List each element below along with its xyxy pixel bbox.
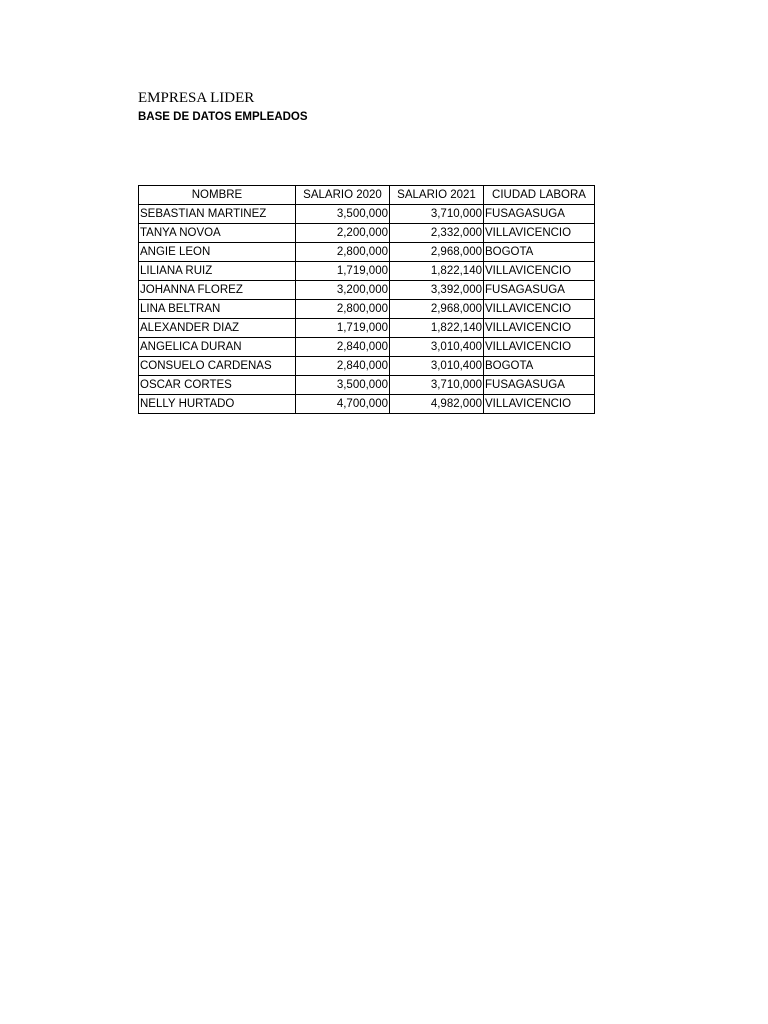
cell-salario-2021: 3,392,000 bbox=[390, 281, 484, 300]
table-row bbox=[139, 395, 595, 414]
cell-salario-2021: 3,710,000 bbox=[390, 205, 484, 224]
cell-salario-2021: 4,982,000 bbox=[390, 395, 484, 414]
cell-nombre: ANGIE LEON bbox=[139, 243, 296, 262]
cell-nombre: TANYA NOVOA bbox=[139, 224, 296, 243]
table-row bbox=[139, 262, 595, 281]
cell-ciudad: VILLAVICENCIO bbox=[484, 395, 595, 414]
cell-ciudad: VILLAVICENCIO bbox=[484, 224, 595, 243]
cell-salario-2021: 1,822,140 bbox=[390, 262, 484, 281]
cell-salario-2020: 2,800,000 bbox=[296, 300, 390, 319]
cell-nombre: LILIANA RUIZ bbox=[139, 262, 296, 281]
table-row bbox=[139, 300, 595, 319]
cell-salario-2020: 1,719,000 bbox=[296, 319, 390, 338]
table-row bbox=[139, 319, 595, 338]
table-row bbox=[139, 338, 595, 357]
cell-salario-2021: 3,010,400 bbox=[390, 338, 484, 357]
table-row bbox=[139, 357, 595, 376]
header-salario-2020: SALARIO 2020 bbox=[296, 186, 390, 205]
cell-ciudad: VILLAVICENCIO bbox=[484, 338, 595, 357]
cell-nombre: ANGELICA DURAN bbox=[139, 338, 296, 357]
cell-salario-2021: 2,968,000 bbox=[390, 300, 484, 319]
cell-salario-2020: 2,840,000 bbox=[296, 338, 390, 357]
cell-nombre: ALEXANDER DIAZ bbox=[139, 319, 296, 338]
cell-salario-2021: 2,332,000 bbox=[390, 224, 484, 243]
cell-salario-2020: 3,200,000 bbox=[296, 281, 390, 300]
cell-ciudad: BOGOTA bbox=[484, 357, 595, 376]
cell-nombre: JOHANNA FLOREZ bbox=[139, 281, 296, 300]
cell-ciudad: VILLAVICENCIO bbox=[484, 319, 595, 338]
cell-nombre: OSCAR CORTES bbox=[139, 376, 296, 395]
cell-salario-2020: 4,700,000 bbox=[296, 395, 390, 414]
cell-salario-2021: 3,710,000 bbox=[390, 376, 484, 395]
cell-salario-2020: 1,719,000 bbox=[296, 262, 390, 281]
cell-salario-2021: 3,010,400 bbox=[390, 357, 484, 376]
cell-nombre: CONSUELO CARDENAS bbox=[139, 357, 296, 376]
table-row bbox=[139, 376, 595, 395]
employees-table bbox=[138, 185, 595, 414]
table-row bbox=[139, 281, 595, 300]
cell-salario-2020: 2,840,000 bbox=[296, 357, 390, 376]
document-title: EMPRESA LIDER bbox=[138, 90, 255, 106]
table-row bbox=[139, 243, 595, 262]
cell-salario-2020: 2,800,000 bbox=[296, 243, 390, 262]
cell-ciudad: VILLAVICENCIO bbox=[484, 300, 595, 319]
cell-nombre: SEBASTIAN MARTINEZ bbox=[139, 205, 296, 224]
document-subtitle: BASE DE DATOS EMPLEADOS bbox=[138, 111, 308, 123]
cell-ciudad: BOGOTA bbox=[484, 243, 595, 262]
cell-nombre: LINA BELTRAN bbox=[139, 300, 296, 319]
header-ciudad-labora: CIUDAD LABORA bbox=[484, 186, 595, 205]
table-row bbox=[139, 224, 595, 243]
cell-ciudad: FUSAGASUGA bbox=[484, 376, 595, 395]
cell-ciudad: FUSAGASUGA bbox=[484, 281, 595, 300]
cell-ciudad: VILLAVICENCIO bbox=[484, 262, 595, 281]
cell-salario-2021: 2,968,000 bbox=[390, 243, 484, 262]
cell-salario-2020: 3,500,000 bbox=[296, 376, 390, 395]
table-header-row bbox=[139, 186, 595, 205]
cell-ciudad: FUSAGASUGA bbox=[484, 205, 595, 224]
cell-salario-2020: 2,200,000 bbox=[296, 224, 390, 243]
cell-salario-2021: 1,822,140 bbox=[390, 319, 484, 338]
cell-salario-2020: 3,500,000 bbox=[296, 205, 390, 224]
table-row bbox=[139, 205, 595, 224]
header-salario-2021: SALARIO 2021 bbox=[390, 186, 484, 205]
header-nombre: NOMBRE bbox=[139, 186, 296, 205]
cell-nombre: NELLY HURTADO bbox=[139, 395, 296, 414]
